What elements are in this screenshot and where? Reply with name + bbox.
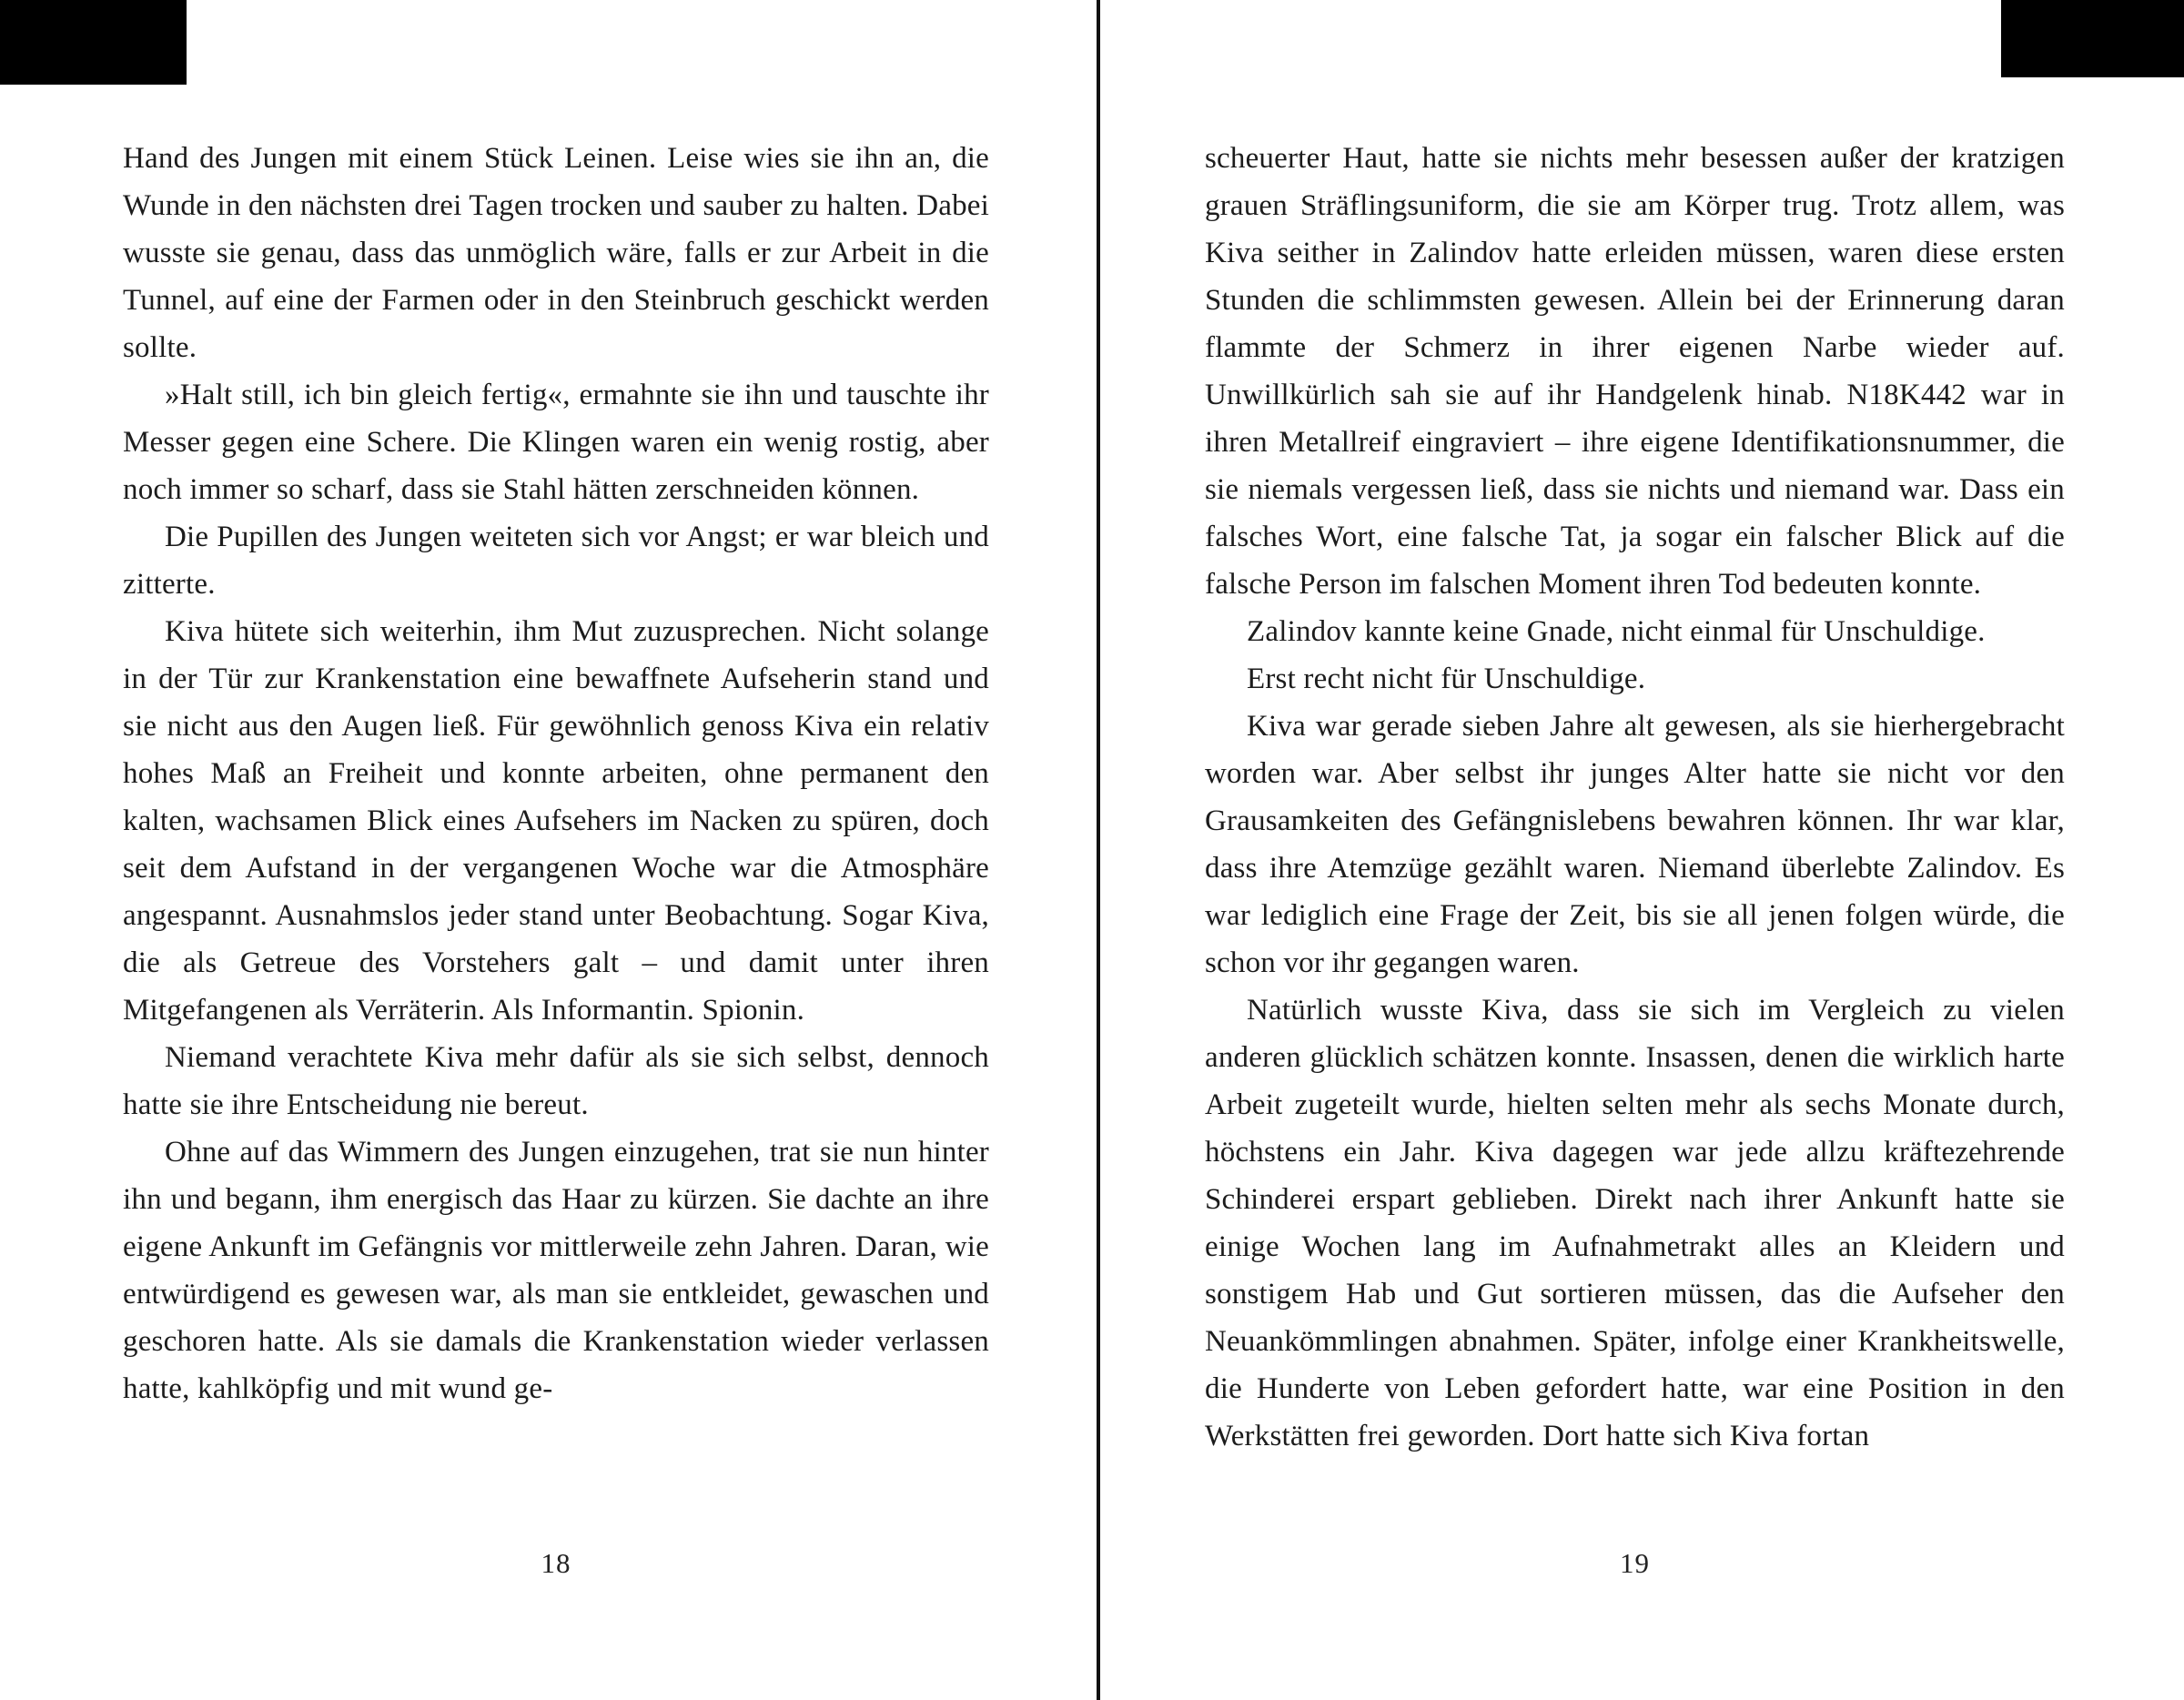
paragraph: Die Pupillen des Jungen weiteten sich vor Angst; er war bleich und zitterte. [123,521,989,601]
page-right-text [1205,135,2065,1460]
paragraph: Erst recht nicht für Unschuldige. [1247,663,1646,695]
page-number-right: 19 [1620,1547,1650,1579]
paragraph: Niemand verachtete Kiva mehr dafür als sie sich selbst, dennoch hatte sie ihre Entscheidung nie bereut. [123,1041,989,1121]
corner-artifact-right [2001,0,2184,77]
paragraph: »Halt still, ich bin gleich fertig«, ermahnte sie ihn und tauschte ihr Messer gegen eine Schere. Die Klingen waren ein wenig rostig, aber noch immer so scharf, dass sie Stahl hätten zerschneiden können. [123,379,989,506]
paragraph: Kiva hütete sich weiterhin, ihm Mut zuzusprechen. Nicht solange in der Tür zur Krankenstation eine bewaffnete Aufseherin stand und sie nicht aus den Augen ließ. Für gewöhnlich genoss Kiva ein relativ hohes Maß an Freiheit und konnte arbeiten, ohne permanent den kalten, wachsamen Blick eines Aufsehers im Nacken zu spüren, doch seit dem Aufstand in der vergangenen Woche war die Atmosphäre angespannt. Ausnahmslos jeder stand unter Beobachtung. Sogar Kiva, die als Getreue des Vorstehers galt – und damit unter ihren Mitgefangenen als Verräterin. Als Informantin. Spionin. [123,615,989,1027]
page-left-text [123,135,989,1412]
paragraph: scheuerter Haut, hatte sie nichts mehr besessen außer der kratzigen grauen Sträflingsuniform, die sie am Körper trug. Trotz allem, was Kiva seither in Zalindov hatte erleiden müssen, waren diese ersten Stunden die schlimmsten gewesen. Allein bei der Erinnerung daran flammte der Schmerz in ihrer eigenen Narbe wieder auf. Unwillkürlich sah sie auf ihr Handgelenk hinab. N18K442 war in ihren Metallreif eingraviert – ihre eigene Identifikationsnummer, die sie niemals vergessen ließ, dass sie nichts und niemand war. Dass ein falsches Wort, eine falsche Tat, ja sogar ein falscher Blick auf die falsche Person im falschen Moment ihren Tod bedeuten konnte. [1205,142,2065,601]
paragraph: Hand des Jungen mit einem Stück Leinen. Leise wies sie ihn an, die Wunde in den nächsten drei Tagen trocken und sauber zu halten. Dabei wusste sie genau, dass das unmöglich wäre, falls er zur Arbeit in die Tunnel, auf eine der Farmen oder in den Steinbruch geschickt werden sollte. [123,142,989,364]
paragraph: Ohne auf das Wimmern des Jungen einzugehen, trat sie nun hinter ihn und begann, ihm energisch das Haar zu kürzen. Sie dachte an ihre eigene Ankunft im Gefängnis vor mittlerweile zehn Jahren. Daran, wie entwürdigend es gewesen war, als man sie entkleidet, gewaschen und geschoren hatte. Als sie damals die Krankenstation wieder verlassen hatte, kahlköpfig und mit wund ge- [123,1136,989,1405]
paragraph: Kiva war gerade sieben Jahre alt gewesen, als sie hierhergebracht worden war. Aber selbst ihr junges Alter hatte sie nicht vor den Grausamkeiten des Gefängnislebens bewahren können. Ihr war klar, dass ihre Atemzüge gezählt waren. Niemand überlebte Zalindov. Es war lediglich eine Frage der Zeit, bis sie all jenen folgen würde, die schon vor ihr gegangen waren. [1205,710,2065,979]
page-number-left: 18 [541,1547,571,1579]
paragraph: Zalindov kannte keine Gnade, nicht einmal für Unschuldige. [1247,615,1986,648]
page-gutter-line [1097,0,1100,1700]
corner-artifact-left [0,0,187,85]
paragraph: Natürlich wusste Kiva, dass sie sich im Vergleich zu vielen anderen glücklich schätzen konnte. Insassen, denen die wirklich harte Arbeit zugeteilt wurde, hielten selten mehr als sechs Monate durch, höchstens ein Jahr. Kiva dagegen war jede allzu kräftezehrende Schinderei erspart geblieben. Direkt nach ihrer Ankunft hatte sie einige Wochen lang im Aufnahmetrakt alles an Kleidern und sonstigem Hab und Gut sortieren müssen, das die Aufseher den Neuankömmlingen abnahmen. Später, infolge einer Krankheitswelle, die Hunderte von Leben gefordert hatte, war eine Position in den Werkstätten frei geworden. Dort hatte sich Kiva fortan [1205,994,2065,1452]
